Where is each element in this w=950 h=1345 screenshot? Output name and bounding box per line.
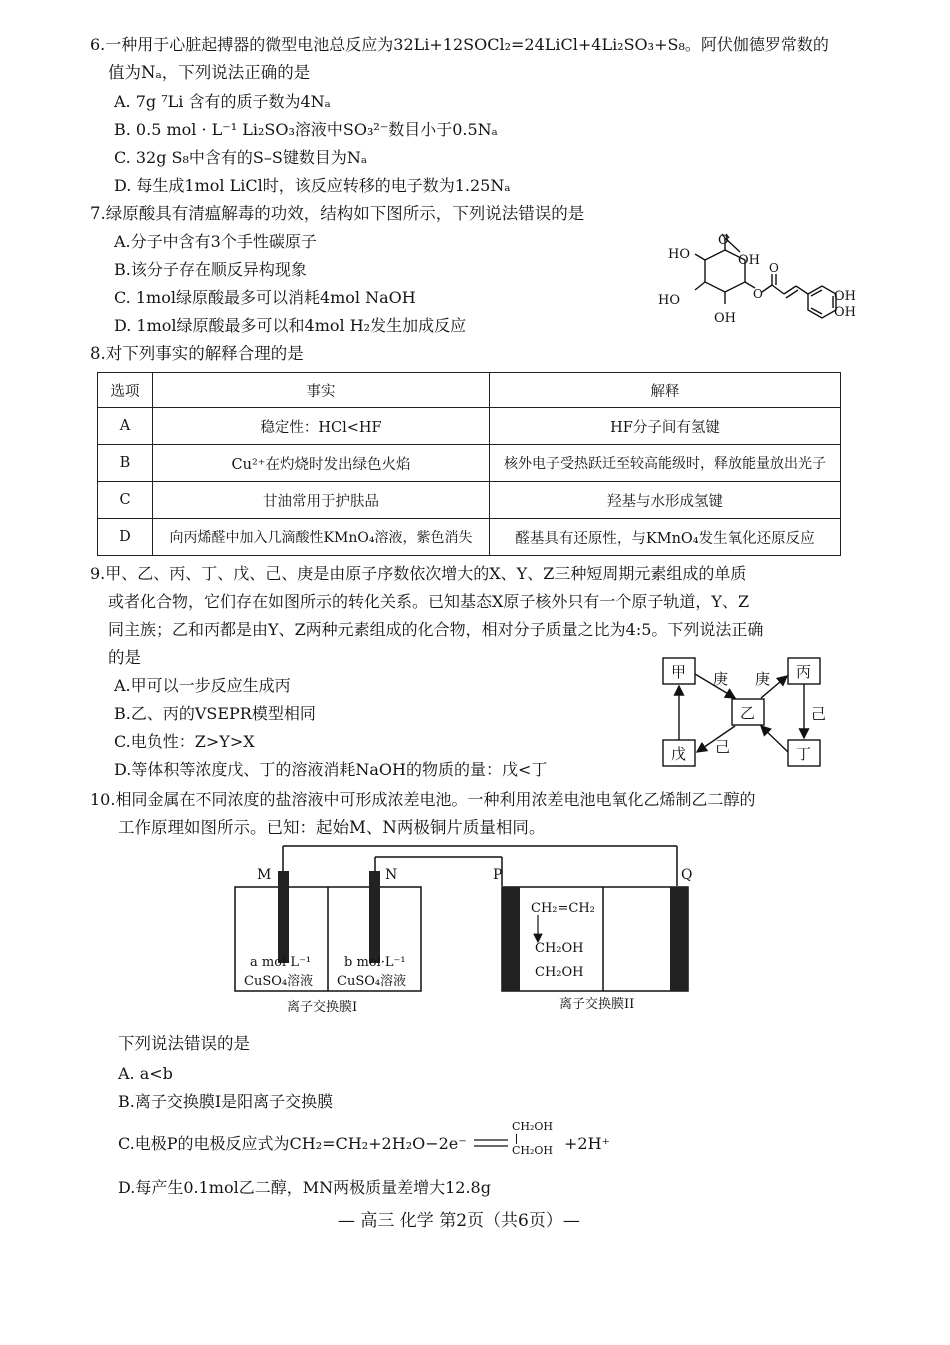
solution-b-name: CuSO₄溶液: [337, 974, 407, 989]
structure-oh-phenol2: OH: [834, 305, 856, 320]
glycol-bottom: CH₂OH: [535, 965, 584, 980]
q7-stem: 7.绿原酸具有清瘟解毒的功效，结构如下图所示，下列说法错误的是: [90, 204, 585, 223]
label-geng-left: 庚: [713, 670, 729, 688]
glycol-top: CH₂OH: [535, 941, 584, 956]
structure-oh-bottom: OH: [714, 311, 736, 326]
q9-option-b: B.乙、丙的VSEPR模型相同: [114, 704, 316, 723]
node-wu: 戊: [671, 745, 687, 763]
structure-oh-acid: OH: [738, 253, 760, 268]
q7-option-a: A.分子中含有3个手性碳原子: [114, 232, 317, 251]
q6-stem-line1: 6.一种用于心脏起搏器的微型电池总反应为32Li+12SOCl₂=24LiCl+4Li₂SO₃+S₈。阿伏伽德罗常数的: [90, 35, 829, 54]
electrode-m: [278, 871, 289, 963]
node-ding: 丁: [796, 745, 812, 763]
q6-option-d: D. 每生成1mol LiCl时，该反应转移的电子数为1.25Nₐ: [114, 176, 511, 195]
q6-stem-line2: 值为Nₐ，下列说法正确的是: [108, 63, 311, 82]
q10-stem-line1: 10.相同金属在不同浓度的盐溶液中可形成浓差电池。一种利用浓差电池电氧化乙烯制乙二醇的: [90, 790, 756, 809]
row-d-fact: 向丙烯醛中加入几滴酸性KMnO₄溶液，紫色消失: [153, 519, 490, 556]
q9-option-d: D.等体积等浓度戊、丁的溶液消耗NaOH的物质的量：戊<丁: [114, 760, 548, 779]
membrane-1-label: 离子交换膜I: [287, 1000, 358, 1015]
row-a-option: A: [98, 408, 153, 445]
ethylene-label: CH₂=CH₂: [531, 901, 595, 916]
structure-ho-left: HO: [658, 293, 680, 308]
structure-o-ester: O: [753, 287, 763, 301]
row-c-explanation: 羟基与水形成氢键: [490, 482, 841, 519]
table-row: [98, 519, 841, 556]
row-a-explanation: HF分子间有氢键: [490, 408, 841, 445]
table-row: [98, 445, 841, 482]
structure-oh-phenol1: OH: [834, 289, 856, 304]
q9-conversion-diagram: [655, 652, 835, 770]
solution-a-conc: a mol·L⁻¹: [250, 955, 312, 970]
q10-option-c-prefix: C.电极P的电极反应式为CH₂=CH₂+2H₂O−2e⁻: [118, 1134, 467, 1153]
q9-option-a: A.甲可以一步反应生成丙: [114, 676, 291, 695]
page-footer: — 高三 化学 第2页（共6页）—: [338, 1211, 580, 1231]
node-bing: 丙: [796, 663, 812, 681]
table-row: [98, 482, 841, 519]
row-c-option: C: [98, 482, 153, 519]
q6-option-b: B. 0.5 mol · L⁻¹ Li₂SO₃溶液中SO₃²⁻数目小于0.5Nₐ: [114, 120, 498, 139]
q9-option-c: C.电负性：Z>Y>X: [114, 732, 255, 751]
electrode-q: [670, 887, 688, 991]
label-q: Q: [681, 867, 693, 883]
q9-stem-line1: 9.甲、乙、丙、丁、戊、己、庚是由原子序数依次增大的X、Y、Z三种短周期元素组成的单质: [90, 564, 747, 583]
label-ji-right: 己: [811, 705, 827, 723]
solution-a-name: CuSO₄溶液: [244, 974, 314, 989]
electrode-p: [502, 887, 520, 991]
q9-stem-line3: 同主族；乙和丙都是由Y、Z两种元素组成的化合物，相对分子质量之比为4:5。下列说法正确: [108, 620, 764, 639]
solution-b-conc: b mol·L⁻¹: [344, 955, 406, 970]
equals-sign-icon: [474, 1136, 510, 1150]
header-explanation: 解释: [490, 373, 841, 408]
label-m: M: [257, 867, 272, 883]
chlorogenic-acid-structure: [650, 230, 856, 335]
structure-o-carbonyl: O: [718, 233, 729, 248]
q10-stem-line2: 工作原理如图所示。已知：起始M、N两极铜片质量相同。: [118, 818, 546, 837]
table-row: [98, 408, 841, 445]
membrane-2-label: 离子交换膜II: [559, 997, 635, 1012]
q7-option-b: B.该分子存在顺反异构现象: [114, 260, 307, 279]
row-b-option: B: [98, 445, 153, 482]
structure-ho-top: HO: [668, 247, 690, 262]
q7-option-c: C. 1mol绿原酸最多可以消耗4mol NaOH: [114, 288, 416, 307]
q9-stem-line2: 或者化合物，它们存在如图所示的转化关系。已知基态X原子核外只有一个原子轨道，Y、Z: [108, 592, 750, 611]
row-d-option: D: [98, 519, 153, 556]
q10-sub-stem: 下列说法错误的是: [118, 1034, 250, 1053]
row-b-fact: Cu²⁺在灼烧时发出绿色火焰: [153, 445, 490, 482]
label-n: N: [385, 867, 398, 883]
q10-option-b: B.离子交换膜I是阳离子交换膜: [118, 1092, 334, 1111]
node-jia: 甲: [671, 663, 687, 681]
row-b-explanation: 核外电子受热跃迁至较高能级时，释放能量放出光子: [490, 445, 841, 482]
q8-table: [97, 372, 841, 556]
label-geng-right: 庚: [755, 670, 771, 688]
q7-option-d: D. 1mol绿原酸最多可以和4mol H₂发生加成反应: [114, 316, 467, 335]
q10-option-c-glycol-top: CH₂OH: [512, 1120, 554, 1133]
glycol-bond: [516, 1134, 517, 1144]
row-a-fact: 稳定性：HCl<HF: [153, 408, 490, 445]
q9-stem-line4: 的是: [108, 648, 141, 667]
q8-stem: 8.对下列事实的解释合理的是: [90, 344, 304, 363]
row-c-fact: 甘油常用于护肤品: [153, 482, 490, 519]
electrode-n: [369, 871, 380, 963]
table-header-row: [98, 373, 841, 408]
node-yi: 乙: [740, 704, 756, 722]
header-fact: 事实: [153, 373, 490, 408]
q10-option-a: A. a<b: [118, 1064, 173, 1083]
row-d-explanation: 醛基具有还原性，与KMnO₄发生氧化还原反应: [490, 519, 841, 556]
header-option: 选项: [98, 373, 153, 408]
label-p: P: [493, 867, 503, 883]
q10-option-d: D.每产生0.1mol乙二醇，MN两极质量差增大12.8g: [118, 1178, 491, 1197]
q10-cell-diagram: [225, 842, 705, 1020]
q6-option-c: C. 32g S₈中含有的S–S键数目为Nₐ: [114, 148, 368, 167]
q6-option-a: A. 7g ⁷Li 含有的质子数为4Nₐ: [114, 92, 331, 111]
structure-o-ester-carbonyl: O: [769, 261, 779, 275]
q10-option-c-glycol-bottom: CH₂OH: [512, 1144, 554, 1157]
label-ji-bottom: 己: [715, 738, 731, 756]
q10-option-c-suffix: +2H⁺: [564, 1134, 610, 1153]
